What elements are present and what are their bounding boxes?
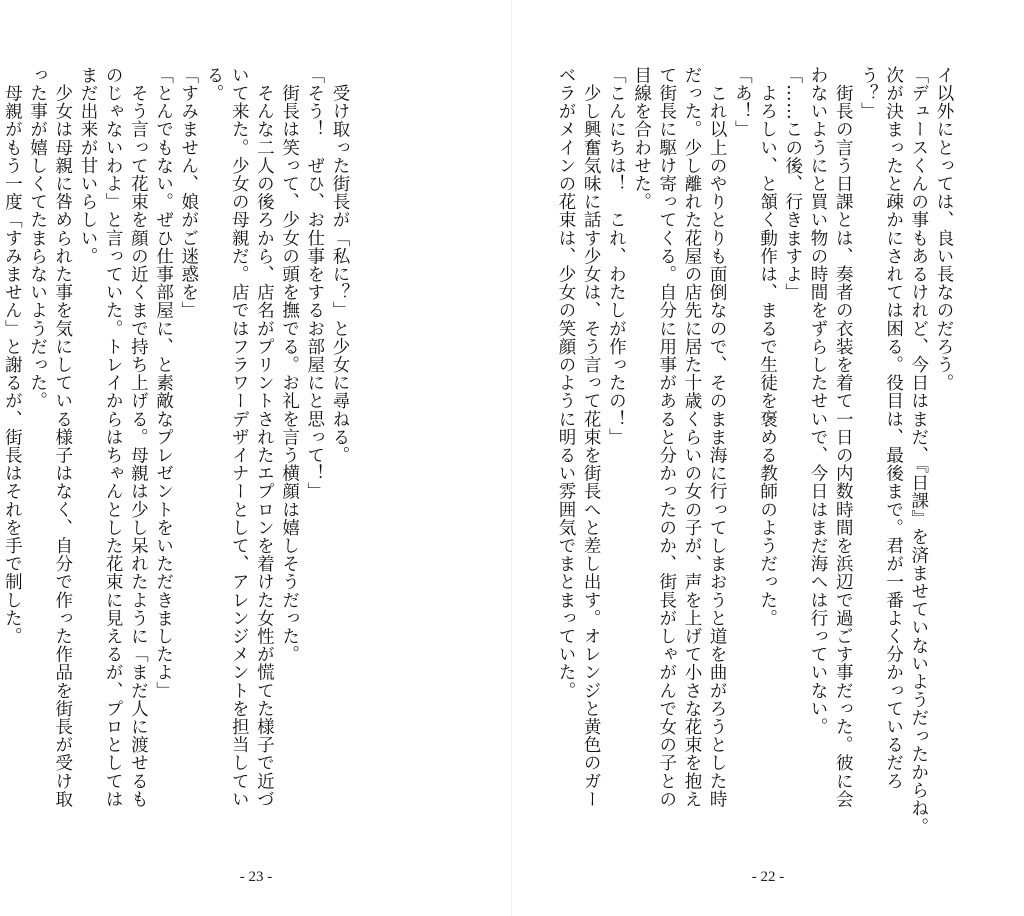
page-left-text (2, 66, 352, 856)
text-line: 街長の言う日課とは、奏者の衣装を着て一日の内数時間を浜辺で過ごす事だった。彼に会 (833, 66, 854, 809)
page-number-left: - 23 - (239, 869, 273, 885)
text-line: 「とんでもない。ぜひ仕事部屋に、と素敵なプレゼントをいただきましたよ」 (153, 66, 174, 700)
text-line: 少し興奮気味に話す少女は、そう言って花束を街長へと差し出す。オレンジと黄色のガー (581, 66, 602, 809)
text-line: 街長は笑って、少女の頭を撫でる。お礼を言う横顔は嬉しそうだった。 (279, 66, 300, 664)
text-line: いて来た。少女の母親だ。店ではフラワーデザイナーとして、アレンジメントを担当してい (229, 66, 250, 809)
page-right (512, 0, 1024, 916)
text-line: のじゃないわよ」と言っていた。トレイからはちゃんとした花束に見えるが、プロとしては (103, 66, 124, 809)
text-line: 少女は母親に咎められた事を気にしている様子はなく、自分で作った作品を街長が受け取 (52, 66, 73, 809)
text-line: 「そう！ ぜひ、お仕事をするお部屋にと思って！」 (304, 66, 325, 501)
text-line: ベラがメインの花束は、少女の笑顔のように明るい雰囲気でまとまっていた。 (555, 66, 576, 700)
text-line: て街長に駆け寄ってくる。自分に用事があると分かったのか、街長がしゃがんで女の子との (656, 66, 677, 809)
text-line: そんな二人の後ろから、店名がプリントされたエプロンを着けた女性が慌てた様子で近づ (254, 66, 275, 809)
text-line: 「こんにちは！ これ、わたしが作ったの！」 (606, 66, 627, 447)
page-number-right: - 22 - (751, 869, 785, 885)
text-line: 「あ！」 (732, 66, 753, 139)
text-line: まだ出来が甘いらしい。 (77, 66, 98, 266)
text-line: これ以上のやりとりも面倒なので、そのまま海に行ってしまおうと道を曲がろうとした時 (707, 66, 728, 809)
text-line: だった。少し離れた花屋の店先に居た十歳くらいの女の子が、声を上げて小さな花束を抱え (681, 66, 702, 809)
text-line: る。 (203, 66, 224, 103)
text-line: 目線を合わせた。 (631, 66, 652, 211)
text-line: 「すみません、娘がご迷惑を」 (178, 66, 199, 320)
text-line: う？」 (858, 66, 879, 121)
text-line: わないようにと買い物の時間をずらしたせいで、今日はまだ海へは行っていない。 (807, 66, 828, 736)
text-line: イ以外にとっては、良い長なのだろう。 (934, 66, 954, 392)
text-line: った事が嬉しくてたまらないようだった。 (27, 66, 48, 410)
text-line: 次が決まったと疎かにされては困る。役目は、最後まで。君が一番よく分かっているだろ (883, 66, 904, 790)
text-line: 受け取った街長が「私に？」と少女に尋ねる。 (330, 66, 350, 465)
text-line: 「……この後、行きますよ」 (782, 66, 803, 302)
text-line: そう言って花束を顔の近くまで持ち上げる。母親は少し呆れたように「まだ人に渡せるも (128, 66, 149, 809)
text-line: よろしい、と頷く動作は、まるで生徒を褒める教師のようだった。 (757, 66, 778, 628)
text-line: 「デュースくんの事もあるけれど、今日はまだ、『日課』を済ませていないようだったからね。 (908, 66, 929, 836)
text-line: 母親がもう一度「すみません」と謝るが、街長はそれを手で制した。 (2, 66, 23, 646)
page-right-text (555, 66, 956, 856)
